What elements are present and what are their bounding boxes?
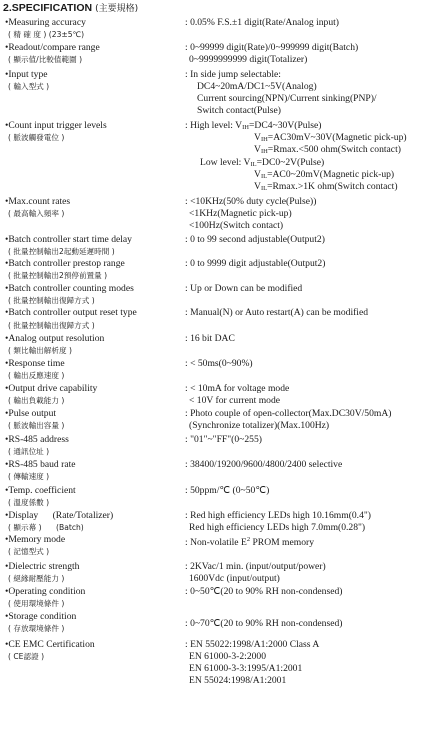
spec-label-zh: ( 輸出反應速度 ) xyxy=(8,371,65,380)
spec-value: : 16 bit DAC xyxy=(185,333,235,344)
spec-label: •Response time xyxy=(5,358,65,369)
spec-value: $V_{IL}=AC0\sim 20mV(Magnetic$ pick-up) xyxy=(254,169,395,180)
spec-label-zh: ( 記憶型式 ) xyxy=(8,547,50,556)
spec-label-zh: ( 存放環境條件 ) xyxy=(8,624,65,633)
spec-value: : EN 55022:1998/A1:2000 Class A xyxy=(185,639,320,650)
spec-label: •Storage condition xyxy=(5,611,77,622)
spec-label: •Analog output resolution xyxy=(5,333,105,344)
spec-value: : 0 to 99 second adjustable(Output2) xyxy=(185,234,325,245)
spec-label: •Input type xyxy=(5,69,48,80)
spec-value: $V_{IL}=Rmax.>1K$ ohm(Switch contact) xyxy=(254,181,398,192)
spec-value: : <10KHz(50% duty cycle(Pulse)) xyxy=(185,196,317,207)
section-heading-zh: (主要規格) xyxy=(95,4,139,14)
spec-label: •Batch controller start time delay xyxy=(5,234,132,245)
spec-label-zh: ( 批量控制輸出復歸方式 ) xyxy=(8,321,95,330)
spec-label: •RS-485 baud rate xyxy=(5,459,76,470)
spec-value: : 0 to 9999 digit adjustable(Output2) xyxy=(185,258,326,269)
spec-label: •Dielectric strength xyxy=(5,561,80,572)
spec-label-zh: ( 批量控制輸出2起動延遲時間 ) xyxy=(8,247,115,256)
spec-label-zh: ( 通訊位址 ) xyxy=(8,447,50,456)
spec-value: (Synchronize totalizer)(Max.100Hz) xyxy=(189,420,330,431)
spec-value: : High level: $V_{IH}=DC4\sim 30V(Pulse)$ xyxy=(185,120,322,131)
spec-label: •RS-485 address xyxy=(5,434,69,445)
spec-label-zh: ( 批量控制輸出2預停前置量 ) xyxy=(8,271,108,280)
spec-value: : 0~70℃(20 to 90% RH non-condensed) xyxy=(185,618,343,629)
spec-label-zh: ( 批量控制輸出復歸方式 ) xyxy=(8,296,95,305)
spec-value: Current sourcing(NPN)/Current sinking(PNP)/ xyxy=(197,93,377,104)
spec-label-zh: ( 溫度係數 ) xyxy=(8,498,50,507)
spec-value: : 0~50℃(20 to 90% RH non-condensed) xyxy=(185,586,343,597)
spec-label: •CE EMC Certification xyxy=(5,639,95,650)
spec-value: : Non-volatile $E^2$ PROM memory xyxy=(185,536,315,548)
spec-value: : Manual(N) or Auto restart(A) can be modified xyxy=(185,307,369,318)
spec-label: •Temp. coefficient xyxy=(5,485,76,496)
spec-label-zh: ( 輸入型式 ) xyxy=(8,82,50,91)
spec-value: Switch contact(Pulse) xyxy=(197,105,281,116)
spec-value: : "01"~"FF"(0~255) xyxy=(185,434,262,445)
spec-label-zh: ( 顯示值/比較值範圍 ) xyxy=(8,55,83,64)
spec-value: <1KHz(Magnetic pick-up) xyxy=(189,208,292,219)
spec-value: 1600Vdc (input/output) xyxy=(189,573,280,584)
spec-label-zh: ( CE認證 ) xyxy=(8,652,45,661)
spec-value: : Photo couple of open-collector(Max.DC30V/50mA) xyxy=(185,408,392,419)
spec-label: •Count input trigger levels xyxy=(5,120,107,131)
spec-label-zh: ( 使用環境條件 ) xyxy=(8,599,65,608)
spec-value: : < 50ms(0~90%) xyxy=(185,358,253,369)
spec-value: EN 55024:1998/A1:2001 xyxy=(189,675,287,686)
spec-label: •Pulse output xyxy=(5,408,57,419)
spec-value: $V_{IH}=AC30mV\sim 30V(Magnetic$ pick-up) xyxy=(254,132,407,143)
spec-value: < 10V for current mode xyxy=(189,395,281,406)
spec-label: •Operating condition xyxy=(5,586,86,597)
spec-value: Low level: $V_{IL}=DC0\sim 2V(Pulse)$ xyxy=(200,157,325,168)
spec-value: : 2KVac/1 min. (input/output/power) xyxy=(185,561,326,572)
spec-label-zh: ( 傳輸速度 ) xyxy=(8,472,50,481)
spec-value: : Red high efficiency LEDs high 10.16mm(0.4") xyxy=(185,510,371,521)
spec-label-zh: ( 脈波觸發電位 ) xyxy=(8,133,65,142)
spec-value: $V_{IH}=Rmax.<500$ ohm(Switch contact) xyxy=(254,144,401,155)
spec-value: : 50ppm/℃ (0~50℃) xyxy=(185,485,270,496)
spec-value: 0~9999999999 digit(Totalizer) xyxy=(189,54,308,65)
section-heading: 2.SPECIFICATION xyxy=(3,2,93,14)
spec-label-zh: ( 類比輸出解析度 ) xyxy=(8,346,72,355)
spec-label-zh: ( 顯示幕 ) (Batch) xyxy=(8,523,84,532)
spec-value: : In side jump selectable: xyxy=(185,69,281,80)
spec-label-zh: ( 精 確 度 ) (23±5℃) xyxy=(8,30,85,39)
spec-value: : 0~99999 digit(Rate)/0~999999 digit(Batch) xyxy=(185,42,359,53)
spec-label-zh: ( 絕緣耐壓能力 ) xyxy=(8,574,65,583)
spec-label-zh: ( 最高輸入頻率 ) xyxy=(8,209,65,218)
spec-label: •Output drive capability xyxy=(5,383,98,394)
spec-label: •Batch controller prestop range xyxy=(5,258,125,269)
spec-label: •Memory mode xyxy=(5,534,66,545)
spec-label-zh: ( 脈波輸出容量 ) xyxy=(8,421,65,430)
spec-value: <100Hz(Switch contact) xyxy=(189,220,284,231)
spec-value: : < 10mA for voltage mode xyxy=(185,383,290,394)
spec-label-zh: ( 輸出負載能力 ) xyxy=(8,396,65,405)
spec-label: •Batch controller output reset type xyxy=(5,307,137,318)
spec-value: EN 61000-3-2:2000 xyxy=(189,651,267,662)
spec-value: EN 61000-3-3:1995/A1:2001 xyxy=(189,663,303,674)
spec-label: •Batch controller counting modes xyxy=(5,283,134,294)
spec-value: Red high efficiency LEDs high 7.0mm(0.28") xyxy=(189,522,366,533)
spec-value: : Up or Down can be modified xyxy=(185,283,303,294)
spec-value: : 38400/19200/9600/4800/2400 selective xyxy=(185,459,343,470)
spec-label: •Display (Rate/Totalizer) xyxy=(5,510,114,521)
spec-label: •Max.count rates xyxy=(5,196,71,207)
spec-label: •Measuring accuracy xyxy=(5,17,86,28)
section-title xyxy=(3,2,138,15)
spec-value: DC4~20mA/DC1~5V(Analog) xyxy=(197,81,317,92)
spec-label: •Readout/compare range xyxy=(5,42,100,53)
spec-value: : 0.05% F.S.±1 digit(Rate/Analog input) xyxy=(185,17,339,28)
